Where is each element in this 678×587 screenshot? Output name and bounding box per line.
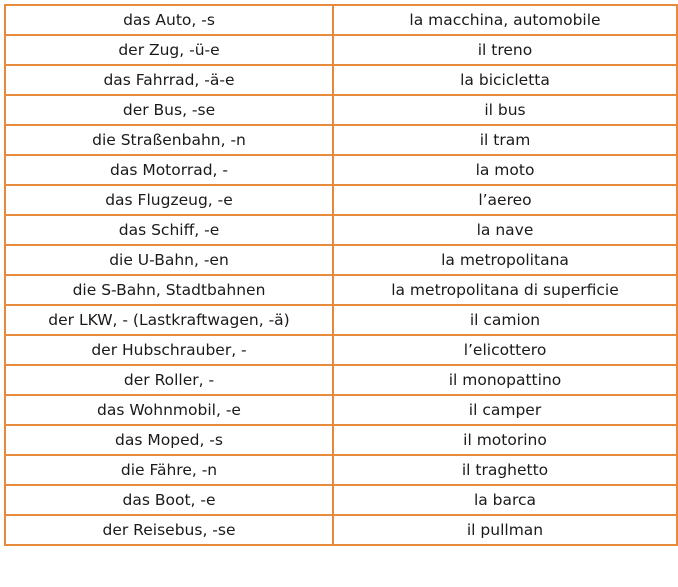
table-row xyxy=(5,65,677,95)
german-cell: der Reisebus, -se xyxy=(5,515,333,545)
italian-cell: la nave xyxy=(333,215,677,245)
italian-cell: la macchina, automobile xyxy=(333,5,677,35)
italian-cell: il tram xyxy=(333,125,677,155)
table-row xyxy=(5,215,677,245)
table-row xyxy=(5,305,677,335)
german-cell: der Zug, -ü-e xyxy=(5,35,333,65)
italian-cell: la bicicletta xyxy=(333,65,677,95)
table-row xyxy=(5,515,677,545)
italian-cell: la metropolitana xyxy=(333,245,677,275)
german-cell: die Fähre, -n xyxy=(5,455,333,485)
german-cell: die Straßenbahn, -n xyxy=(5,125,333,155)
table-row xyxy=(5,335,677,365)
italian-cell: la metropolitana di superficie xyxy=(333,275,677,305)
italian-cell: la moto xyxy=(333,155,677,185)
table-row xyxy=(5,155,677,185)
italian-cell: l’elicottero xyxy=(333,335,677,365)
german-cell: das Flugzeug, -e xyxy=(5,185,333,215)
german-cell: das Boot, -e xyxy=(5,485,333,515)
table-row xyxy=(5,275,677,305)
german-cell: die U-Bahn, -en xyxy=(5,245,333,275)
german-cell: der Roller, - xyxy=(5,365,333,395)
table-row xyxy=(5,5,677,35)
german-cell: der Bus, -se xyxy=(5,95,333,125)
german-cell: das Schiff, -e xyxy=(5,215,333,245)
table-row xyxy=(5,395,677,425)
german-cell: das Moped, -s xyxy=(5,425,333,455)
table-row xyxy=(5,35,677,65)
table-row xyxy=(5,455,677,485)
italian-cell: il camion xyxy=(333,305,677,335)
italian-cell: il treno xyxy=(333,35,677,65)
german-cell: das Wohnmobil, -e xyxy=(5,395,333,425)
italian-cell: il motorino xyxy=(333,425,677,455)
italian-cell: il traghetto xyxy=(333,455,677,485)
german-cell: das Auto, -s xyxy=(5,5,333,35)
german-cell: der Hubschrauber, - xyxy=(5,335,333,365)
table-row xyxy=(5,365,677,395)
table-row xyxy=(5,245,677,275)
table-row xyxy=(5,185,677,215)
table-row xyxy=(5,485,677,515)
italian-cell: il pullman xyxy=(333,515,677,545)
italian-cell: la barca xyxy=(333,485,677,515)
table-row xyxy=(5,125,677,155)
table-row xyxy=(5,425,677,455)
italian-cell: il camper xyxy=(333,395,677,425)
vocabulary-table-body xyxy=(5,5,677,545)
italian-cell: il monopattino xyxy=(333,365,677,395)
german-cell: das Fahrrad, -ä-e xyxy=(5,65,333,95)
german-cell: das Motorrad, - xyxy=(5,155,333,185)
vocabulary-table xyxy=(4,4,678,546)
italian-cell: il bus xyxy=(333,95,677,125)
german-cell: die S-Bahn, Stadtbahnen xyxy=(5,275,333,305)
italian-cell: l’aereo xyxy=(333,185,677,215)
german-cell: der LKW, - (Lastkraftwagen, -ä) xyxy=(5,305,333,335)
table-row xyxy=(5,95,677,125)
